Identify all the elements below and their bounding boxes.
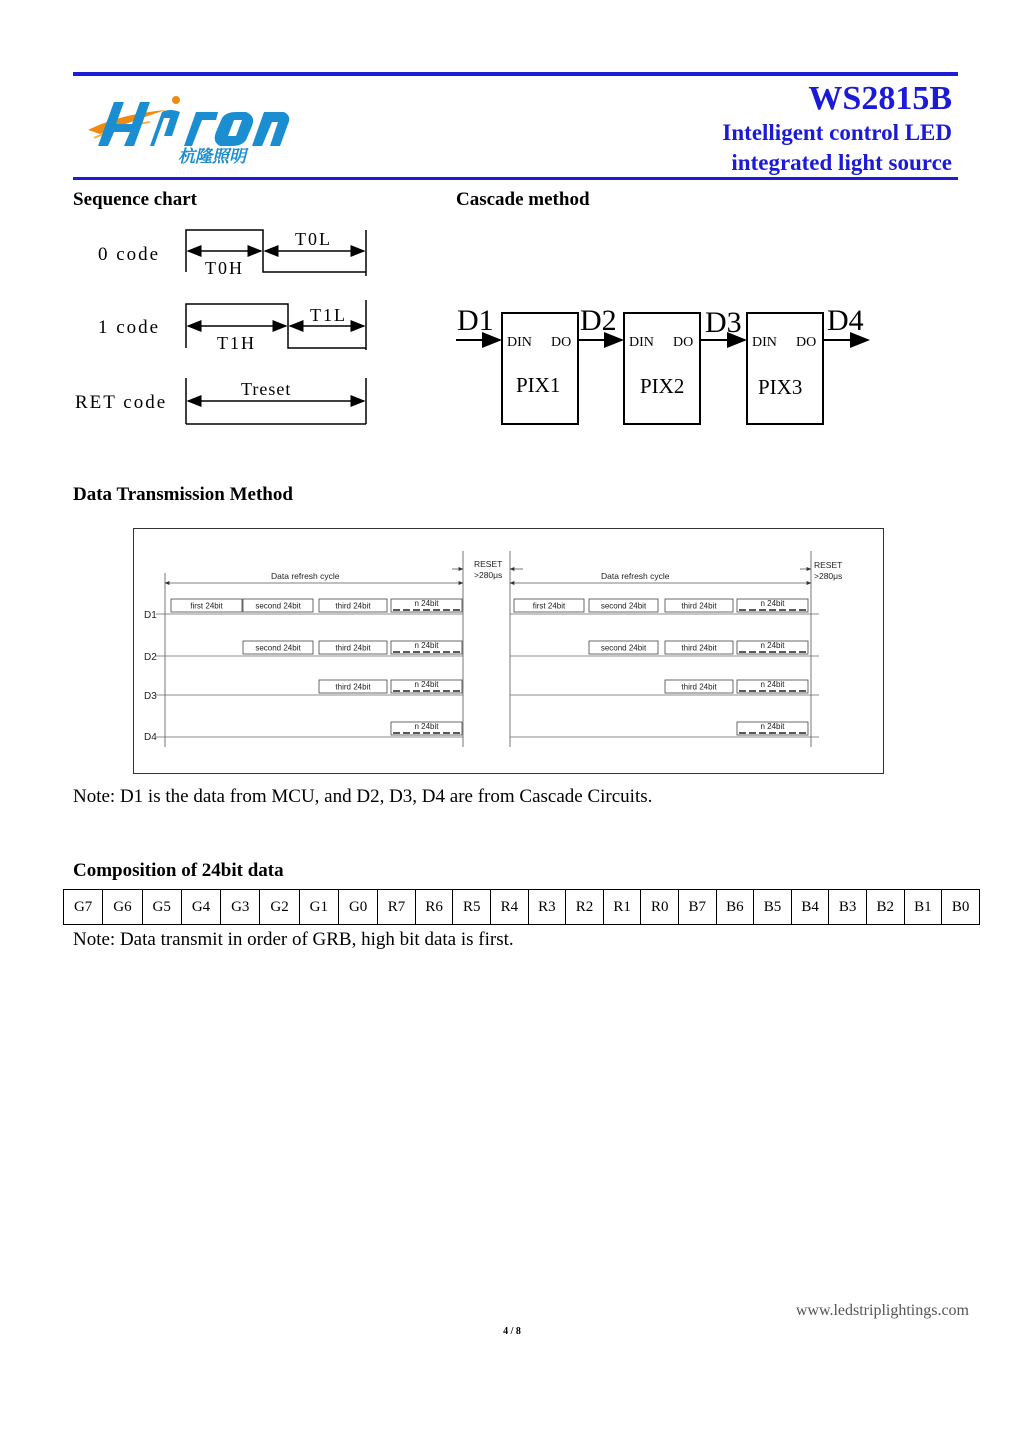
bit-cell: R2 — [566, 890, 604, 925]
data-block-label: third 24bit — [681, 682, 717, 692]
bit-cell: B7 — [679, 890, 717, 925]
bit-order-row — [64, 890, 980, 925]
signal-d1: D1 — [457, 304, 494, 337]
bit-cell: B6 — [716, 890, 754, 925]
pix3-din: DIN — [752, 335, 777, 350]
one-code-label: 1 code — [98, 317, 161, 338]
data-block-label: n 24bit — [414, 680, 439, 689]
bit-cell: R0 — [641, 890, 679, 925]
bit-cell: G2 — [260, 890, 299, 925]
reset-label-2: RESET — [814, 560, 843, 570]
bit-cell: R5 — [453, 890, 491, 925]
line-label-d4: D4 — [144, 732, 157, 743]
line-label-d2: D2 — [144, 652, 157, 663]
transmission-diagram — [133, 528, 884, 774]
data-block-label: second 24bit — [255, 643, 301, 653]
page-number: 4 / 8 — [503, 1326, 521, 1337]
bit-cell: B0 — [942, 890, 980, 925]
data-block-label: third 24bit — [335, 643, 371, 653]
bit-cell: G6 — [103, 890, 142, 925]
cascade-diagram — [450, 295, 890, 435]
subtitle-line-2: integrated light source — [731, 150, 952, 175]
bit-cell: G0 — [338, 890, 377, 925]
pix3-label: PIX3 — [758, 375, 803, 399]
bit-cell: G4 — [181, 890, 220, 925]
data-block-label: n 24bit — [760, 680, 785, 689]
data-block-label: third 24bit — [335, 682, 371, 692]
pix2-din: DIN — [629, 335, 654, 350]
bit-cell: R7 — [378, 890, 416, 925]
cascade-heading: Cascade method — [456, 189, 590, 210]
pix1-box — [502, 313, 578, 424]
subtitle-line-1: Intelligent control LED — [722, 120, 952, 145]
composition-heading: Composition of 24bit data — [73, 860, 284, 881]
signal-d4: D4 — [827, 304, 864, 337]
cycle-label-2: Data refresh cycle — [601, 571, 670, 581]
reset-time-1: >280μs — [474, 570, 503, 580]
pix2-box — [624, 313, 700, 424]
zero-code-label: 0 code — [98, 244, 161, 265]
pix1-din: DIN — [507, 335, 532, 350]
bit-cell: G7 — [64, 890, 103, 925]
bit-cell: G3 — [221, 890, 260, 925]
composition-note: Note: Data transmit in order of GRB, high bit data is first. — [73, 929, 514, 950]
transmission-note: Note: D1 is the data from MCU, and D2, D3, D4 are from Cascade Circuits. — [73, 786, 653, 807]
signal-d3: D3 — [705, 306, 742, 339]
bit-cell: B5 — [754, 890, 792, 925]
data-block-label: first 24bit — [532, 601, 566, 611]
t0l-label: T0L — [295, 229, 332, 249]
bit-cell: B2 — [866, 890, 904, 925]
bit-cell: B1 — [904, 890, 942, 925]
reset-label-1: RESET — [474, 559, 503, 569]
bit-cell: R3 — [528, 890, 566, 925]
bit-cell: R6 — [415, 890, 453, 925]
pix1-label: PIX1 — [516, 373, 561, 397]
line-label-d3: D3 — [144, 691, 157, 702]
data-block-label: first 24bit — [190, 601, 223, 611]
bit-order-table — [63, 889, 980, 925]
reset-time-2: >280μs — [814, 571, 843, 581]
data-block-label: third 24bit — [681, 601, 717, 611]
pix3-do: DO — [796, 335, 817, 350]
data-block-label: second 24bit — [600, 601, 647, 611]
page-title: WS2815B — [808, 80, 952, 117]
pix3-box — [747, 313, 823, 424]
header-top-rule — [73, 72, 958, 76]
bit-cell: R4 — [491, 890, 529, 925]
bit-cell: B3 — [829, 890, 867, 925]
data-block-label: second 24bit — [600, 643, 647, 653]
footer-url: www.ledstriplightings.com — [795, 1302, 969, 1319]
data-block-label: n 24bit — [414, 722, 439, 731]
transmission-heading: Data Transmission Method — [73, 484, 293, 505]
data-block-label: n 24bit — [414, 641, 439, 650]
data-block-label: third 24bit — [335, 601, 371, 611]
logo-subtext: 杭隆照明 — [178, 147, 246, 167]
t0h-label: T0H — [205, 258, 244, 278]
data-block-label: third 24bit — [681, 643, 717, 653]
header-bottom-rule — [73, 177, 958, 180]
bit-cell: B4 — [791, 890, 829, 925]
bit-cell: R1 — [603, 890, 641, 925]
t1l-label: T1L — [310, 305, 347, 325]
treset-label: Treset — [241, 379, 292, 399]
pix2-label: PIX2 — [640, 374, 685, 398]
sequence-chart-heading: Sequence chart — [73, 189, 198, 210]
data-block-label: n 24bit — [760, 599, 785, 608]
pix1-do: DO — [551, 335, 572, 350]
sequence-chart — [60, 220, 390, 435]
data-block-label: n 24bit — [760, 722, 785, 731]
bit-cell: G5 — [142, 890, 181, 925]
company-logo — [80, 88, 295, 168]
data-block-label: second 24bit — [255, 601, 301, 611]
bit-cell: G1 — [299, 890, 338, 925]
data-block-label: n 24bit — [760, 641, 785, 650]
line-label-d1: D1 — [144, 610, 157, 621]
t1h-label: T1H — [217, 333, 256, 353]
ret-code-label: RET code — [75, 392, 168, 413]
pix2-do: DO — [673, 335, 694, 350]
signal-d2: D2 — [580, 304, 617, 337]
cycle-label-1: Data refresh cycle — [271, 571, 340, 581]
data-block-label: n 24bit — [414, 599, 439, 608]
